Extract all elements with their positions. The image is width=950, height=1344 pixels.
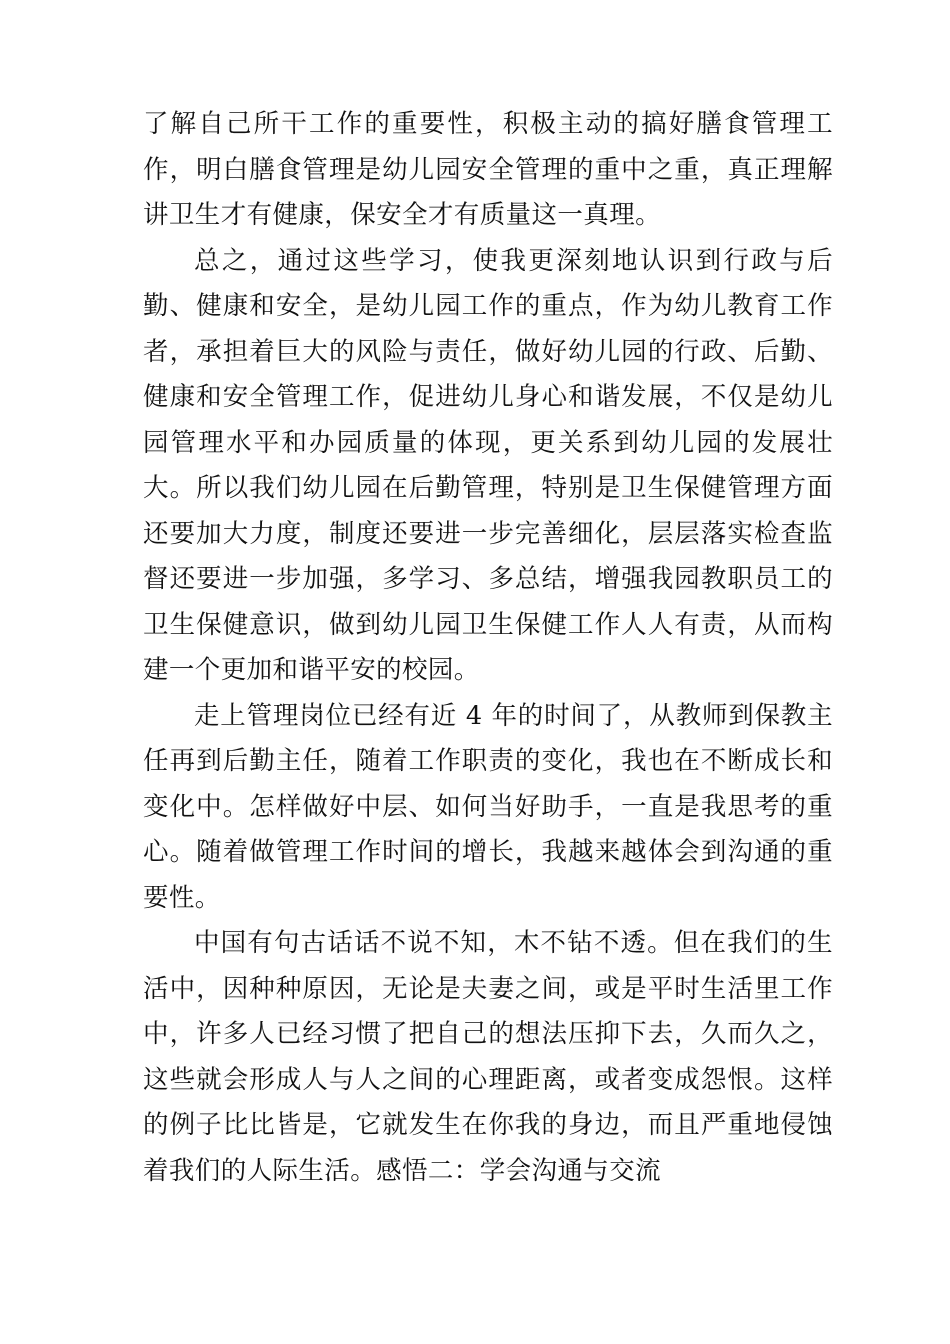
paragraph-1: 了解自己所干工作的重要性，积极主动的搞好膳食管理工作，明白膳食管理是幼儿园安全管理的重中之重，真正理解讲卫生才有健康，保安全才有质量这一真理。	[143, 109, 833, 230]
document-page	[143, 102, 833, 1194]
paragraph-2: 总之，通过这些学习，使我更深刻地认识到行政与后勤、健康和安全，是幼儿园工作的重点，作为幼儿教育工作者，承担着巨大的风险与责任，做好幼儿园的行政、后勤、健康和安全管理工作，促进幼儿身心和谐发展，不仅是幼儿园管理水平和办园质量的体现，更关系到幼儿园的发展壮大。所以我们幼儿园在后勤管理，特别是卫生保健管理方面还要加大力度，制度还要进一步完善细化，层层落实检查监督还要进一步加强，多学习、多总结，增强我园教职员工的卫生保健意识，做到幼儿园卫生保健工作人人有责，从而构建一个更加和谐平安的校园。	[143, 245, 833, 685]
paragraph-4: 中国有句古话话不说不知，木不钻不透。但在我们的生活中，因种种原因，无论是夫妻之间，或是平时生活里工作中，许多人已经习惯了把自己的想法压抑下去，久而久之，这些就会形成人与人之间的心理距离，或者变成怨恨。这样的例子比比皆是，它就发生在你我的身边，而且严重地侵蚀着我们的人际生活。感悟二：学会沟通与交流	[143, 928, 833, 1186]
paragraph-3: 走上管理岗位已经有近 4 年的时间了，从教师到保教主任再到后勤主任，随着工作职责的变化，我也在不断成长和变化中。怎样做好中层、如何当好助手，一直是我思考的重心。随着做管理工作时间的增长，我越来越体会到沟通的重要性。	[143, 700, 833, 913]
